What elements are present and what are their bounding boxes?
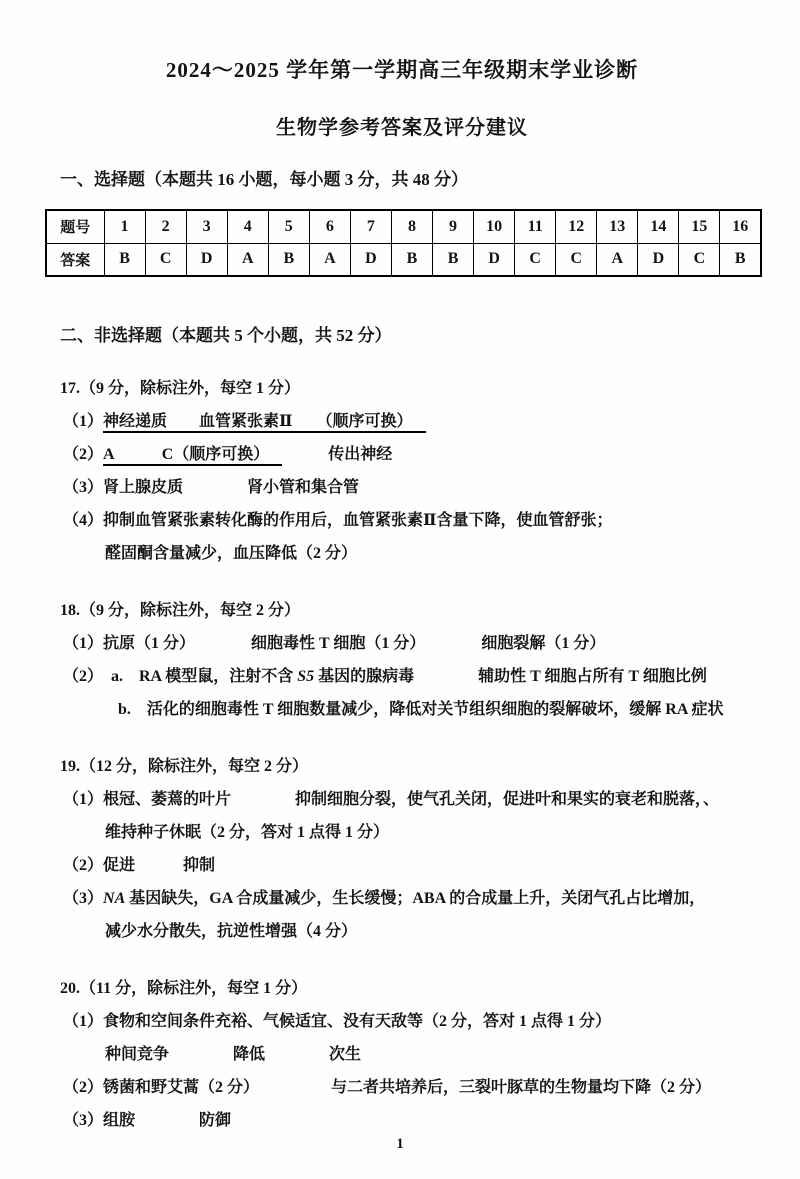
question-17 [42, 372, 762, 570]
item-label: （1） [63, 413, 104, 430]
answer-table-row-answers [46, 243, 761, 276]
question-17-header: 17.（9 分，除标注外，每空 1 分） [60, 380, 301, 397]
table-cell-answer: D [186, 243, 227, 276]
question-18-item-2a [63, 660, 762, 693]
table-cell-answer: A [597, 243, 638, 276]
question-19-item-3-line-2: 减少水分散失，抗逆性增强（4 分） [105, 923, 358, 940]
answer-text: （2） a. RA 模型鼠，注射不含 [63, 668, 298, 685]
table-cell-answer: B [268, 243, 309, 276]
answer-text: 传出神经 [328, 446, 393, 463]
section2-heading: 二、非选择题（本题共 5 个小题，共 52 分） [60, 326, 392, 345]
question-19 [42, 750, 762, 948]
question-20 [42, 972, 762, 1137]
gene-name-italic: NA [103, 890, 126, 907]
question-20-item-3: （3）组胺 防御 [63, 1112, 232, 1129]
table-cell-answer: D [350, 243, 391, 276]
question-19-item-1-line-2: 维持种子休眠（2 分，答对 1 点得 1 分） [105, 824, 390, 841]
table-cell-answer: C [679, 243, 720, 276]
gene-name-italic: S5 [297, 668, 315, 685]
table-cell-answer: A [309, 243, 350, 276]
table-cell-qnum: 11 [515, 210, 556, 243]
table-cell-qnum: 1 [104, 210, 145, 243]
question-18-item-1: （1）抗原（1 分） 细胞毒性 T 细胞（1 分） 细胞裂解（1 分） [63, 635, 606, 652]
table-cell-answer: D [638, 243, 679, 276]
table-cell-qnum: 14 [638, 210, 679, 243]
question-17-item-4-line-1: （4）抑制血管紧张素转化酶的作用后，血管紧张素Ⅱ含量下降，使血管舒张； [63, 512, 613, 529]
table-cell-qnum: 10 [474, 210, 515, 243]
page-title: 2024～2025 学年第一学期高三年级期末学业诊断 [165, 58, 639, 82]
answer-table-row-numbers [46, 210, 761, 243]
question-20-header: 20.（11 分，除标注外，每空 1 分） [60, 980, 308, 997]
table-cell-qnum: 2 [145, 210, 186, 243]
table-cell-answer: C [515, 243, 556, 276]
table-cell-answer: D [474, 243, 515, 276]
table-cell-qnum: 13 [597, 210, 638, 243]
table-cell-answer: C [145, 243, 186, 276]
item-label: （3） [63, 890, 104, 907]
table-cell-answer: B [391, 243, 432, 276]
table-cell-qnum: 7 [350, 210, 391, 243]
underlined-answer: 神经递质 血管紧张素Ⅱ （顺序可换） [103, 413, 426, 433]
question-18-header: 18.（9 分，除标注外，每空 2 分） [60, 602, 301, 619]
page-number: 1 [396, 1136, 404, 1152]
answer-text: 基因缺失，GA 合成量减少，生长缓慢；ABA 的合成量上升，关闭气孔占比增加， [125, 890, 706, 907]
section1-heading: 一、选择题（本题共 16 小题，每小题 3 分，共 48 分） [60, 170, 468, 189]
answer-text: 基因的腺病毒 辅助性 T 细胞占所有 T 细胞比例 [314, 668, 707, 685]
table-cell-answer: A [227, 243, 268, 276]
question-19-item-2: （2）促进 抑制 [63, 857, 216, 874]
table-cell-qnum: 5 [268, 210, 309, 243]
table-header-answer: 答案 [46, 243, 104, 276]
table-cell-answer: B [104, 243, 145, 276]
question-20-item-1-line-1: （1）食物和空间条件充裕、气候适宜、没有天敌等（2 分，答对 1 点得 1 分） [63, 1013, 612, 1030]
table-header-question-number: 题号 [46, 210, 104, 243]
table-cell-answer: C [556, 243, 597, 276]
question-19-header: 19.（12 分，除标注外，每空 2 分） [60, 758, 309, 775]
question-17-item-2 [63, 438, 762, 471]
question-18 [42, 594, 762, 726]
answer-table [45, 209, 762, 277]
question-18-item-2b: b. 活化的细胞毒性 T 细胞数量减少，降低对关节组织细胞的裂解破坏，缓解 RA 症状 [118, 701, 724, 718]
table-cell-qnum: 12 [556, 210, 597, 243]
question-17-item-1 [63, 405, 762, 438]
table-cell-qnum: 4 [227, 210, 268, 243]
table-cell-qnum: 3 [186, 210, 227, 243]
table-cell-answer: B [720, 243, 761, 276]
question-17-item-4-line-2: 醛固酮含量减少，血压降低（2 分） [105, 545, 358, 562]
question-17-item-3: （3）肾上腺皮质 肾小管和集合管 [63, 479, 360, 496]
underlined-answer: A C（顺序可换） [103, 446, 282, 466]
question-20-item-2: （2）锈菌和野艾蒿（2 分） 与二者共培养后，三裂叶豚草的生物量均下降（2 分） [63, 1079, 712, 1096]
question-19-item-1-line-1: （1）根冠、萎蔫的叶片 抑制细胞分裂，使气孔关闭，促进叶和果实的衰老和脱落，、 [63, 791, 720, 808]
table-cell-qnum: 15 [679, 210, 720, 243]
question-20-item-1-line-2: 种间竞争 降低 次生 [105, 1046, 362, 1063]
table-cell-qnum: 9 [433, 210, 474, 243]
page-subtitle: 生物学参考答案及评分建议 [276, 117, 528, 139]
item-label: （2） [63, 446, 104, 463]
question-19-item-3-line-1 [63, 882, 762, 915]
table-cell-qnum: 8 [391, 210, 432, 243]
table-cell-answer: B [433, 243, 474, 276]
table-cell-qnum: 16 [720, 210, 761, 243]
table-cell-qnum: 6 [309, 210, 350, 243]
